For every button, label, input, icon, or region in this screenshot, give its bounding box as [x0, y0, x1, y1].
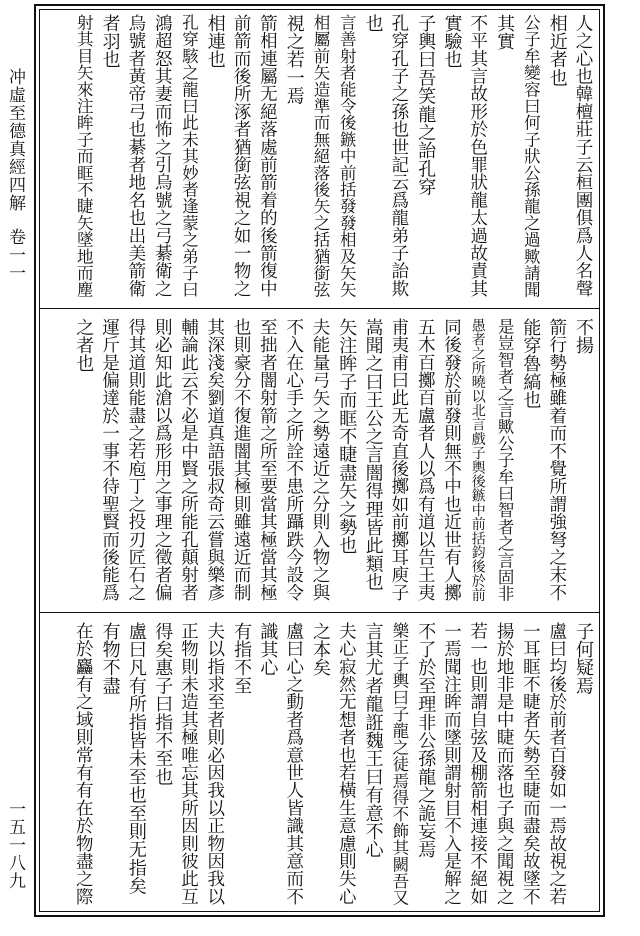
text-column: 能穿魯縞也 — [520, 318, 542, 409]
text-column: 運斤是偏達於一事不待聖賢而後能爲 — [99, 318, 120, 602]
text-column: 相近者也 — [546, 14, 568, 87]
text-column: 孔穿孔子之孫也世記云爲龍弟子詒欺 — [388, 14, 409, 298]
text-column: 愚者之所曉以北言戲子輿後鏃中前括鈞後於前 — [469, 318, 486, 602]
text-column: 矢注眸子而眶不睫盡矢之勢也 — [336, 318, 358, 555]
text-column: 樂正子輿曰子龍之徒焉得不飾其闕吾又 — [389, 622, 409, 906]
text-column: 言其尤者龍誑魏王曰有意不心 — [362, 622, 384, 859]
text-column: 在於麤有之域則常有有在於物盡之際 — [73, 622, 94, 906]
text-column: 子輿曰吾笑龍之詒孔穿 — [415, 14, 437, 196]
text-column: 也 — [362, 14, 384, 33]
text-column: 正物則未造其極唯忘其所因則彼此互 — [178, 622, 199, 906]
text-column: 不平其言故形於色罪狀龍太過故責其 — [467, 14, 488, 298]
text-column: 揚於地非是中睫而落也子與之聞視之 — [494, 622, 515, 906]
text-column: 甫夷甫曰此无奇直後擲如前擲耳庾子 — [388, 318, 409, 602]
text-column: 輔論此云不必是中賢之所能孔顛射者 — [178, 318, 199, 602]
margin-page-number: 一五一八九 — [5, 800, 25, 890]
text-column: 夫心寂然无想者也若橫生意慮則失心 — [336, 622, 357, 906]
text-column: 者羽也 — [99, 14, 121, 69]
text-column: 之本矣 — [310, 622, 331, 677]
text-column: 烏號者黃帝弓也綦者地名也出美箭衛 — [125, 14, 146, 298]
text-column: 人之心也韓檀莊子云桓團俱爲人名聲 — [573, 14, 593, 298]
text-column: 言善射者能令後鏃中前括發發相及矢矢 — [337, 14, 357, 298]
text-column: 至拙者闇射箭之所至要當其極當其極 — [257, 318, 278, 602]
text-column: 嵩聞之曰王公之言闇得理皆此類也 — [362, 318, 384, 591]
text-column: 不了於至理非公孫龍之詭妄焉 — [415, 622, 437, 859]
text-column: 有指不至 — [231, 622, 253, 695]
text-column: 若一也則謂自弦及棚箭相連接不絕如 — [467, 622, 488, 906]
text-column: 子何疑焉 — [573, 622, 594, 695]
text-column: 夫能量弓矢之勢遠近之分則入物之與 — [310, 318, 330, 602]
text-column: 射其目矢來注眸子而眶不睫矢墜地而塵 — [74, 14, 94, 298]
margin-volume: 卷一一 — [5, 228, 25, 282]
text-column: 是豈智者之言歟公子牟曰智者之言固非 — [495, 318, 515, 602]
text-column: 得矣惠子曰指不至也 — [152, 622, 174, 786]
text-column: 鴻超怒其妻而怖之引烏號之弓綦衛之 — [152, 14, 173, 298]
text-column: 盧曰均後於前者百發如一焉故視之若 — [546, 622, 567, 906]
text-column: 盧曰心之動者爲意世人皆識其意而不 — [283, 622, 304, 906]
text-column: 之者也 — [73, 318, 95, 373]
text-column: 一耳眶不睫者矢勢至睫而盡矣故墜不 — [520, 622, 541, 906]
text-column: 其深淺矣劉道真語張叔奇云嘗與樂彥 — [204, 318, 225, 602]
text-column: 盧曰凡有所指皆未至也至則无指矣 — [125, 622, 147, 895]
text-column: 相連也 — [204, 14, 226, 69]
text-column: 其實 — [494, 14, 516, 51]
text-column: 夫以指求至者則必因我以正物因我以 — [204, 622, 225, 906]
text-column: 則必知此滄以爲形用之事理之徵者偏 — [152, 318, 173, 602]
text-column: 五木百擲百盧者人以爲有道以告王夷 — [415, 318, 436, 602]
section-divider-2 — [40, 612, 599, 613]
text-column: 得其道則能盡之若庖丁之投刃匠石之 — [125, 318, 146, 602]
text-column: 孔穿駭之龍曰此未其妙者逢蒙之弟子曰 — [179, 14, 199, 298]
text-column: 實驗也 — [441, 14, 463, 69]
text-column: 識其心 — [257, 622, 279, 677]
text-column: 相屬前矢造準而無絕落後矢之括猶銜弦 — [311, 14, 330, 298]
text-column: 箭行勢極雖着而不覺所謂強弩之末不 — [546, 318, 567, 602]
text-column: 公子牟變容曰何子狀公孫龍之過歟請聞 — [521, 14, 541, 298]
text-column: 前箭而後所涿者猶銜弦視之如一物之 — [231, 14, 252, 298]
text-column: 不揚 — [573, 318, 594, 355]
text-column: 不入在心手之所詮不患所躡跌今設令 — [283, 318, 304, 602]
margin-book-title: 冲虛至德真經四解 — [5, 68, 25, 212]
text-column: 有物不盡 — [99, 622, 121, 695]
text-column: 一焉聞注眸而墜則謂射目不入是解之 — [441, 622, 462, 906]
text-column: 也則豪分不復進闇其極則雖遠近而制 — [231, 318, 252, 602]
text-column: 視之若一焉 — [283, 14, 305, 105]
text-column: 箭相連屬无絕落處前箭着的後箭復中 — [257, 14, 278, 298]
text-column: 同後發於前發則無不中也近世有人擲 — [441, 318, 462, 602]
section-divider-1 — [40, 308, 599, 309]
